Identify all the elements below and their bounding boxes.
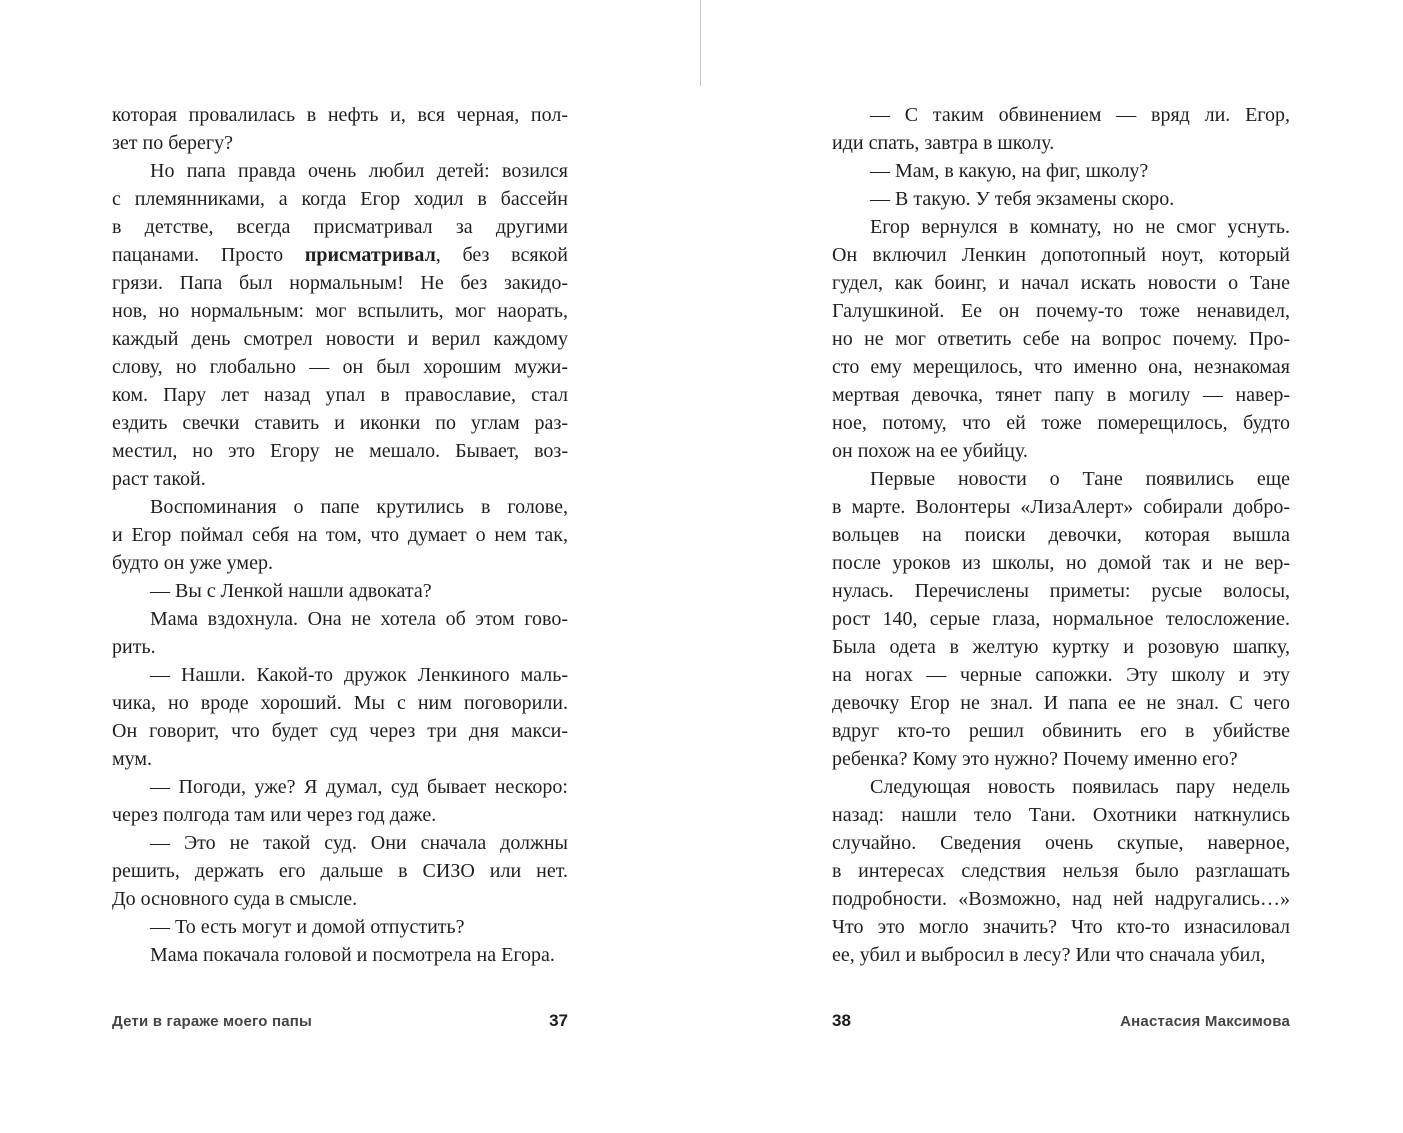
text-line: с племянниками, а когда Егор ходил в бассейн [112, 188, 568, 210]
text-line: — Вы с Ленкой нашли адвоката? [150, 580, 432, 602]
paragraph [112, 773, 568, 829]
page-right-footer [832, 1011, 1290, 1031]
text-line: чика, но вроде хороший. Мы с ним поговорили. [112, 692, 568, 714]
text-line: Следующая новость появилась пару недель [870, 776, 1290, 798]
text-line: Галушкиной. Ее он почему-то тоже ненавидел, [832, 300, 1290, 322]
page-divider [700, 0, 701, 86]
text-line: Первые новости о Тане появились еще [870, 468, 1290, 490]
paragraph [112, 941, 568, 969]
text-line: вольцев на поиски девочки, которая вышла [832, 524, 1290, 546]
text-line: Была одета в желтую куртку и розовую шапку, [832, 636, 1290, 658]
text-line: — С таким обвинением — вряд ли. Егор, [870, 104, 1290, 126]
text-line: рост 140, серые глаза, нормальное телосложение. [832, 608, 1290, 630]
text-line: мертвая девочка, тянет папу в могилу — навер- [832, 384, 1290, 406]
page-right-text [832, 101, 1290, 969]
text-line: через полгода там или через год даже. [112, 804, 437, 826]
text-line: каждый день смотрел новости и верил каждому [112, 328, 568, 350]
text-line: девочку Егор не знал. И папа ее не знал. С чего [832, 692, 1290, 714]
paragraph [112, 101, 568, 157]
paragraph [832, 157, 1290, 185]
paragraph [112, 577, 568, 605]
text-line: зет по берегу? [112, 132, 233, 154]
text-line: До основного суда в смысле. [112, 888, 358, 910]
text-line: Мама покачала головой и посмотрела на Егора. [150, 944, 555, 966]
text-line: грязи. Папа был нормальным! Не без закидо- [112, 272, 568, 294]
text-line: сто ему мерещилось, что именно она, незнакомая [832, 356, 1290, 378]
paragraph [832, 101, 1290, 157]
text-line: мум. [112, 748, 153, 770]
paragraph [832, 185, 1290, 213]
text-line: но не мог ответить себе на вопрос почему. Про- [832, 328, 1290, 350]
text-line: Мама вздохнула. Она не хотела об этом гово- [150, 608, 568, 630]
text-line: — Мам, в какую, на фиг, школу? [870, 160, 1149, 182]
running-title-author: Анастасия Максимова [1120, 1013, 1290, 1030]
paragraph [112, 493, 568, 577]
text-line: нулась. Перечислены приметы: русые волосы, [832, 580, 1290, 602]
running-title-book: Дети в гараже моего папы [112, 1013, 313, 1030]
text-line: в интересах следствия нельзя было разглашать [832, 860, 1290, 882]
page-left [112, 101, 568, 969]
text-line: Егор вернулся в комнату, но не смог уснуть. [870, 216, 1290, 238]
text-line: и Егор поймал себя на том, что думает о нем так, [112, 524, 568, 546]
text-line: — То есть могут и домой отпустить? [150, 916, 465, 938]
paragraph [112, 661, 568, 773]
text-line: случайно. Сведения очень скупые, наверное, [832, 832, 1290, 854]
paragraph [832, 773, 1290, 969]
paragraph [112, 913, 568, 941]
text-line: Он включил Ленкин допотопный ноут, который [832, 244, 1290, 266]
text-line: — Это не такой суд. Они сначала должны [150, 832, 568, 854]
text-line: которая провалилась в нефть и, вся черная, пол- [112, 104, 568, 126]
text-line: нов, но нормальным: мог вспылить, мог наорать, [112, 300, 568, 322]
text-line: пацанами. Просто присматривал, без всякой [112, 244, 568, 266]
text-line: рить. [112, 636, 156, 658]
text-line: на ногах — черные сапожки. Эту школу и эту [832, 664, 1290, 686]
text-line: ребенка? Кому это нужно? Почему именно его? [832, 748, 1238, 770]
text-line: он похож на ее убийцу. [832, 440, 1028, 462]
page-number-left: 37 [549, 1011, 568, 1030]
text-line: раст такой. [112, 468, 206, 490]
text-line: после уроков из школы, но домой так и не вер- [832, 552, 1290, 574]
text-line: ное, потому, что ей тоже померещилось, будто [832, 412, 1290, 434]
page-right [832, 101, 1290, 969]
paragraph [832, 213, 1290, 465]
text-line: подробности. «Возможно, над ней надругались…» [832, 888, 1290, 910]
text-line: Воспоминания о папе крутились в голове, [150, 496, 568, 518]
text-line: в детстве, всегда присматривал за другими [112, 216, 568, 238]
text-line: — Погоди, уже? Я думал, суд бывает нескоро: [150, 776, 568, 798]
text-line: ком. Пару лет назад упал в православие, стал [112, 384, 568, 406]
text-line: иди спать, завтра в школу. [832, 132, 1055, 154]
text-line: ездить свечки ставить и иконки по углам раз- [112, 412, 568, 434]
paragraph [112, 157, 568, 493]
text-line: слову, но глобально — он был хорошим мужи- [112, 356, 568, 378]
page-number-right: 38 [832, 1011, 851, 1030]
text-line: Он говорит, что будет суд через три дня макси- [112, 720, 568, 742]
text-line: Что это могло значить? Что кто-то изнасиловал [832, 916, 1290, 938]
text-line: — В такую. У тебя экзамены скоро. [870, 188, 1175, 210]
text-line: вдруг кто-то решил обвинить его в убийстве [832, 720, 1290, 742]
text-line: гудел, как боинг, и начал искать новости о Тане [832, 272, 1290, 294]
page-left-footer [112, 1011, 568, 1031]
text-line: — Нашли. Какой-то дружок Ленкиного маль- [150, 664, 568, 686]
text-line: в марте. Волонтеры «ЛизаАлерт» собирали добро- [832, 496, 1290, 518]
page-left-text [112, 101, 568, 969]
text-line: будто он уже умер. [112, 552, 273, 574]
text-line: назад: нашли тело Тани. Охотники наткнулись [832, 804, 1290, 826]
paragraph [112, 605, 568, 661]
text-line: решить, держать его дальше в СИЗО или нет. [112, 860, 568, 882]
paragraph [832, 465, 1290, 773]
paragraph [112, 829, 568, 913]
text-line: Но папа правда очень любил детей: возился [150, 160, 568, 182]
text-line: местил, но это Егору не мешало. Бывает, воз- [112, 440, 568, 462]
text-line: ее, убил и выбросил в лесу? Или что сначала убил, [832, 944, 1266, 966]
